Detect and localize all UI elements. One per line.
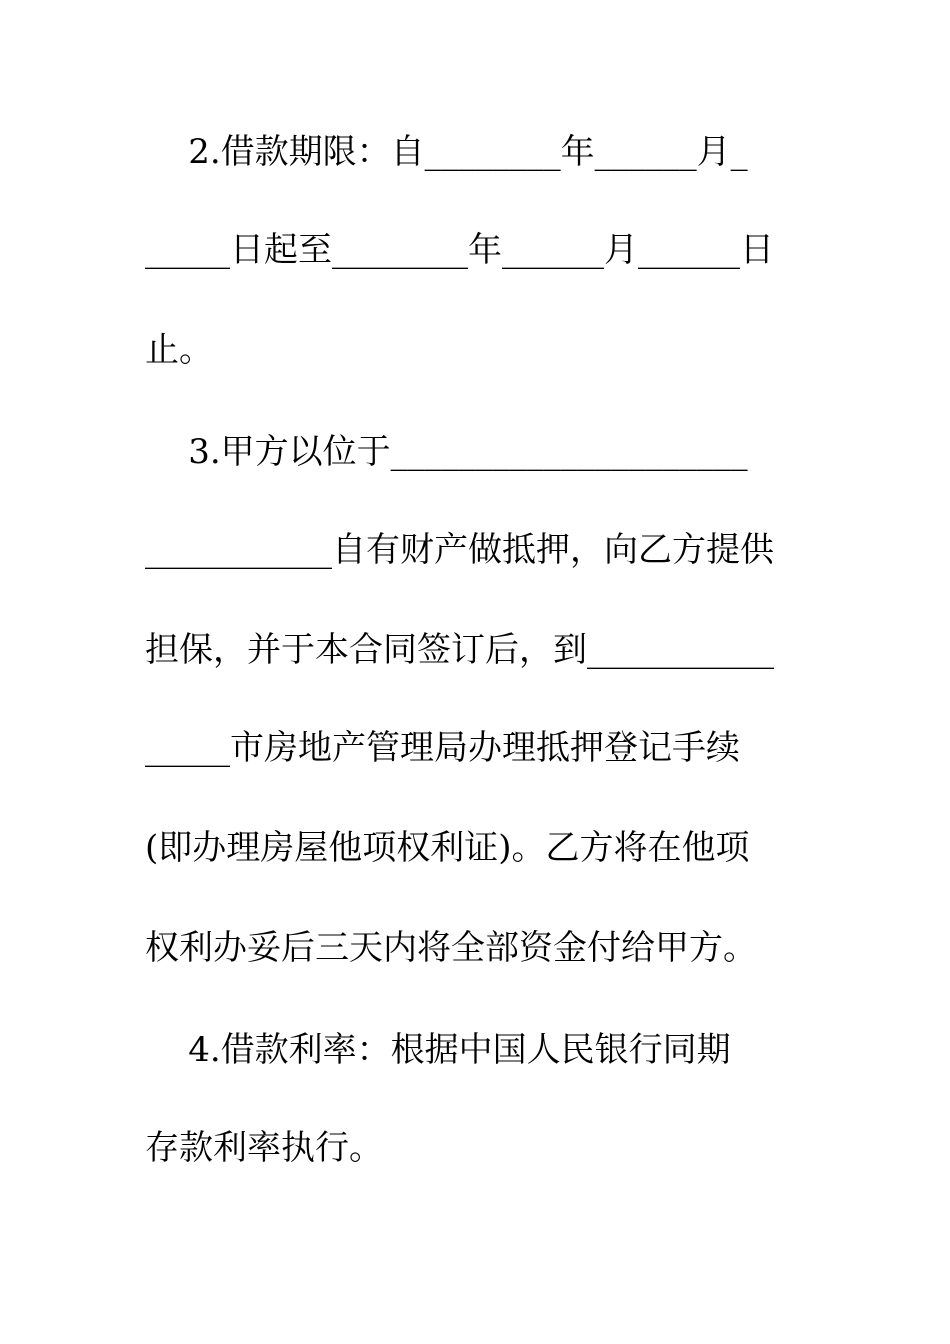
text-line-5: ___________自有财产做抵押，向乙方提供 (145, 530, 774, 570)
text-line-3: 止。 (145, 330, 213, 370)
text-line-10: 4.借款利率：根据中国人民银行同期 (145, 1030, 731, 1070)
text-line-8: (即办理房屋他项权利证)。乙方将在他项 (145, 828, 750, 868)
text-line-6: 担保，并于本合同签订后，到___________ (145, 630, 774, 670)
text-line-1: 2.借款期限：自________年______月_ (145, 132, 748, 172)
text-line-2: _____日起至________年______月______日 (145, 230, 774, 270)
text-line-11: 存款利率执行。 (145, 1128, 383, 1168)
text-line-9: 权利办妥后三天内将全部资金付给甲方。 (145, 928, 757, 968)
text-line-4: 3.甲方以位于_____________________ (145, 432, 748, 472)
text-line-7: _____市房地产管理局办理抵押登记手续 (145, 728, 740, 768)
